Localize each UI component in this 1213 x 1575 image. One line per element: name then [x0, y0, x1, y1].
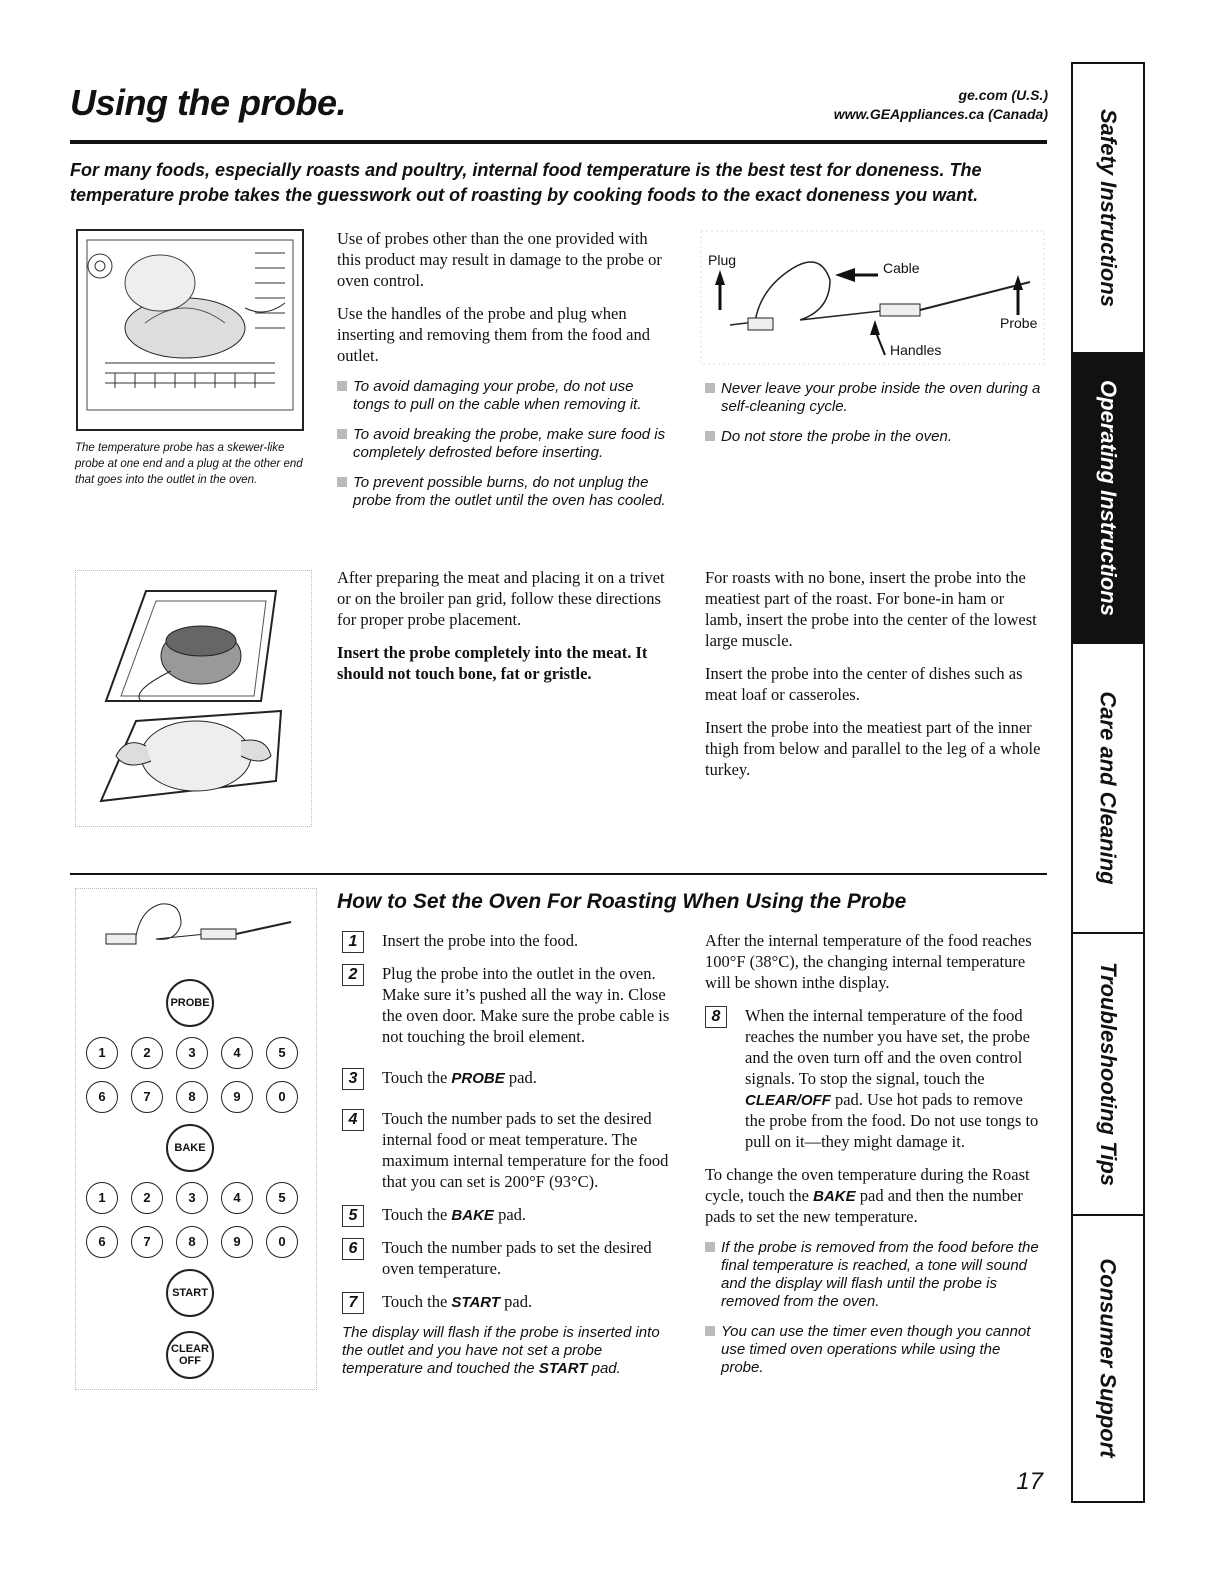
header-urls — [834, 86, 1048, 124]
bullet-icon — [337, 381, 347, 391]
tab-operating-instructions[interactable]: Operating Instructions — [1073, 354, 1143, 644]
number-key[interactable]: 2 — [131, 1037, 163, 1069]
step-6: 6 Touch the number pads to set the desired oven temperature. — [342, 1237, 682, 1279]
number-key[interactable]: 1 — [86, 1182, 118, 1214]
number-key[interactable]: 0 — [266, 1226, 298, 1258]
tab-consumer-support[interactable]: Consumer Support — [1096, 1257, 1122, 1458]
bullet-icon — [705, 1326, 715, 1336]
intro-text: For many foods, especially roasts and poultry, internal food temperature is the best test for doneness. The temperature probe takes the guesswork out of roasting by cooking foods to the exact doneness you want. — [70, 160, 982, 205]
number-key[interactable]: 4 — [221, 1182, 253, 1214]
step-1: 1 Insert the probe into the food. — [342, 930, 682, 951]
placement-bold: Insert the probe completely into the meat. It should not touch bone, fat or gristle. — [337, 643, 648, 683]
number-key[interactable]: 7 — [131, 1226, 163, 1258]
number-key[interactable]: 6 — [86, 1081, 118, 1113]
change-temp-text: To change the oven temperature during the Roast cycle, touch the BAKE pad and then the number pads to set the new temperature. — [705, 1165, 1030, 1226]
start-key[interactable]: START — [166, 1269, 214, 1317]
number-key[interactable]: 4 — [221, 1037, 253, 1069]
url-canada[interactable]: www.GEAppliances.ca (Canada) — [833, 106, 1048, 122]
bullet-icon — [705, 1242, 715, 1252]
note-burns: To prevent possible burns, do not unplug the probe from the outlet until the oven has cooled. — [337, 474, 672, 510]
number-key[interactable]: 5 — [266, 1037, 298, 1069]
section-rule — [70, 873, 1047, 875]
number-key[interactable]: 9 — [221, 1226, 253, 1258]
probe-handles-text: Use the handles of the probe and plug when inserting and removing them from the food and outlet. — [337, 304, 650, 365]
page-title: Using the probe. — [70, 82, 347, 123]
note-defrost: To avoid breaking the probe, make sure food is completely defrosted before inserting. — [337, 426, 672, 462]
probe-key[interactable]: PROBE — [166, 979, 214, 1027]
number-key[interactable]: 8 — [176, 1226, 208, 1258]
number-key[interactable]: 7 — [131, 1081, 163, 1113]
step-3: 3 Touch the PROBE pad. — [342, 1067, 682, 1088]
after-temp-text: After the internal temperature of the food reaches 100°F (38°C), the changing internal temperature will be shown inthe display. — [705, 931, 1032, 992]
placement-column — [337, 567, 677, 696]
roast-turkey-illustration — [75, 570, 312, 827]
note-self-clean: Never leave your probe inside the oven during a self-cleaning cycle. — [705, 380, 1045, 416]
placement-turkey: Insert the probe into the meatiest part of the inner thigh from below and parallel to the leg of a whole turkey. — [705, 718, 1041, 779]
number-key[interactable]: 0 — [266, 1081, 298, 1113]
column3-notes — [705, 380, 1045, 458]
number-key[interactable]: 3 — [176, 1182, 208, 1214]
number-key[interactable]: 9 — [221, 1081, 253, 1113]
roasting-heading: How to Set the Oven For Roasting When Using the Probe — [337, 890, 907, 913]
header-rule — [70, 140, 1047, 144]
probe-warning-text: Use of probes other than the one provided with this product may result in damage to the probe or oven control. — [337, 229, 662, 290]
label-cable: Cable — [883, 260, 920, 276]
bullet-icon — [337, 429, 347, 439]
url-us[interactable]: ge.com (U.S.) — [958, 87, 1048, 103]
tab-troubleshooting-tips[interactable]: Troubleshooting Tips — [1073, 934, 1143, 1216]
control-panel-illustration — [75, 888, 317, 1390]
oven-illustration — [75, 228, 305, 433]
number-key[interactable]: 2 — [131, 1182, 163, 1214]
flash-note: The display will flash if the probe is inserted into the outlet and you have not set a probe temperature and touched the START pad. — [342, 1324, 660, 1377]
number-key[interactable]: 3 — [176, 1037, 208, 1069]
step-7: 7 Touch the START pad. — [342, 1291, 682, 1312]
roasting-steps — [342, 930, 682, 1378]
placement-intro: After preparing the meat and placing it on a trivet or on the broiler pan grid, follow these directions for proper probe placement. — [337, 568, 665, 629]
bullet-icon — [705, 383, 715, 393]
note-timer: You can use the timer even though you cannot use timed oven operations while using the probe. — [705, 1323, 1045, 1377]
probe-usage-column — [337, 228, 672, 522]
note-probe-removed: If the probe is removed from the food before the final temperature is reached, a tone will sound and the display will flash until the probe is removed from the oven. — [705, 1239, 1045, 1311]
label-plug: Plug — [708, 252, 737, 268]
figure1-caption: The temperature probe has a skewer-like probe at one end and a plug at the other end that goes into the outlet in the oven. — [75, 442, 303, 486]
note-tongs: To avoid damaging your probe, do not use tongs to pull on the cable when removing it. — [337, 378, 672, 414]
number-key[interactable]: 8 — [176, 1081, 208, 1113]
bullet-icon — [705, 431, 715, 441]
tab-care-and-cleaning[interactable]: Care and Cleaning — [1073, 644, 1143, 934]
step-5: 5 Touch the BAKE pad. — [342, 1204, 682, 1225]
roasting-right-column — [705, 930, 1045, 1389]
page-number: 17 — [1016, 1468, 1043, 1495]
step-2: 2 Plug the probe into the outlet in the oven. Make sure it’s pushed all the way in. Close the oven door. Make sure the probe cable is not touching the broil element. — [342, 963, 682, 1047]
number-key[interactable]: 1 — [86, 1037, 118, 1069]
tab-safety-instructions[interactable]: Safety Instructions — [1073, 64, 1143, 354]
step-4: 4 Touch the number pads to set the desired internal food or meat temperature. The maximum internal temperature for the food that you can set is 200°F (93°C). — [342, 1108, 682, 1192]
number-key[interactable]: 5 — [266, 1182, 298, 1214]
placement-details — [705, 567, 1045, 792]
placement-roasts: For roasts with no bone, insert the probe into the meatiest part of the roast. For bone-in ham or lamb, insert the probe into the center of the lowest large muscle. — [705, 568, 1037, 650]
clear-off-key[interactable]: CLEAR OFF — [166, 1331, 214, 1379]
step-8: 8 When the internal temperature of the food reaches the number you have set, the probe and the oven turn off and the oven control signals. To stop the signal, touch the CLEAR/OFF pad. Use hot pads to remove the probe from the food. Do not use tongs to pull on it—they might damage it. — [705, 1005, 1045, 1152]
probe-diagram — [700, 230, 1045, 365]
bake-key[interactable]: BAKE — [166, 1124, 214, 1172]
bullet-icon — [337, 477, 347, 487]
sidebar-tabs — [1071, 62, 1145, 1503]
placement-casseroles: Insert the probe into the center of dishes such as meat loaf or casseroles. — [705, 664, 1023, 704]
label-handles: Handles — [890, 342, 942, 358]
label-probe: Probe — [1000, 315, 1038, 331]
number-key[interactable]: 6 — [86, 1226, 118, 1258]
note-storage: Do not store the probe in the oven. — [705, 428, 1045, 446]
